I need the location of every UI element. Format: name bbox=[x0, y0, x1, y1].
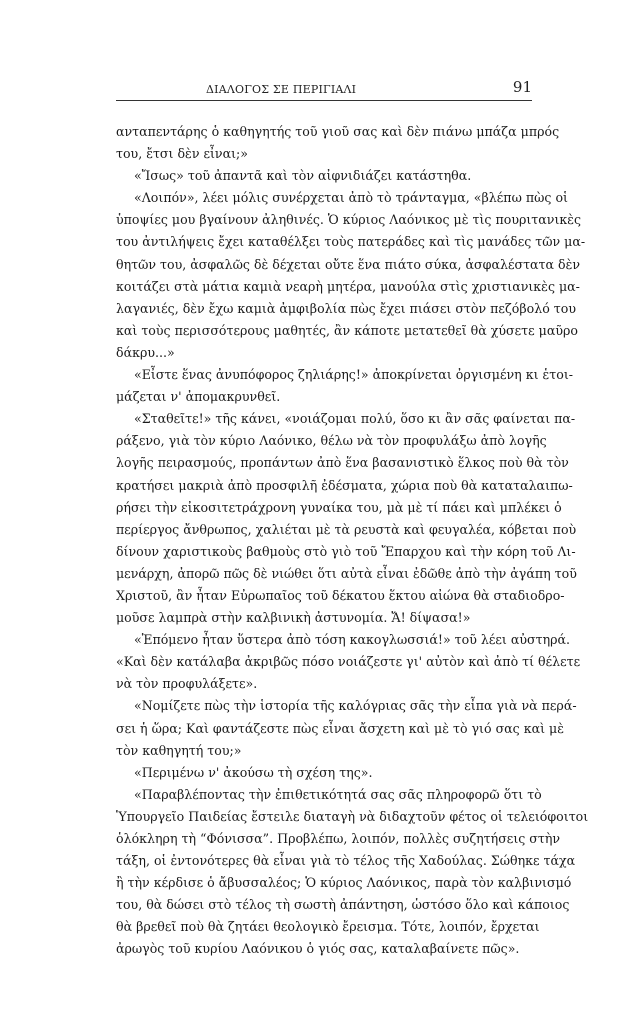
running-head: ΔΙΑΛΟΓΟΣ ΣΕ ΠΕΡΙΓΙΑΛΙ bbox=[206, 83, 357, 96]
text-line: ὑποψίες μου βγαίνουν ἀληθινές. Ὁ κύριος Λαόνικος μὲ τὶς πουριτανικὲς bbox=[116, 212, 582, 228]
header-rule bbox=[116, 100, 532, 101]
text-line: ὁλόκληρη τὴ “Φόνισσα”. Προβλέπω, λοιπόν, πολλὲς συζητήσεις στὴν bbox=[116, 831, 561, 846]
text-line: κοιτάζει στὰ μάτια καμιὰ νεαρὴ μητέρα, μανούλα στὶς χριστιανικὲς μα- bbox=[116, 278, 580, 294]
text-line: του, θὰ δώσει στὸ τέλος τὴ σωστὴ ἀπάντηση, ὡστόσο ὅλο καὶ κάποιος bbox=[116, 897, 570, 913]
text-line: θὰ βρεθεῖ ποὺ θὰ ζητάει θεολογικὸ ἔρεισμα. Τότε, λοιπόν, ἔρχεται bbox=[116, 919, 540, 935]
text-line: μάζεται ν' ἀπομακρυνθεῖ. bbox=[116, 389, 281, 405]
text-line: Ὑπουργεῖο Παιδείας ἔστειλε διαταγὴ νὰ διδαχτοῦν φέτος οἱ τελειόφοιτοι bbox=[116, 808, 589, 824]
text-line: «Περιμένω ν' ἀκούσω τὴ σχέση της». bbox=[134, 764, 373, 780]
text-line: σει ἡ ὥρα; Καὶ φαντάζεστε πὼς εἶναι ἄσχετη καὶ μὲ τὸ γιό σας καὶ μὲ bbox=[116, 720, 565, 736]
text-line: «Νομίζετε πὼς τὴν ἱστορία τῆς καλόγριας σᾶς τὴν εἶπα γιὰ νὰ περά- bbox=[134, 698, 577, 714]
body-text bbox=[116, 121, 589, 961]
text-line: ανταπεντάρης ὁ καθηγητής τοῦ γιοῦ σας καὶ δὲν πιάνω μπάζα μπρός bbox=[116, 124, 560, 139]
text-line: ράξενο, γιὰ τὸν κύριο Λαόνικο, θέλω νὰ τὸν προφυλάξω ἀπὸ λογῆς bbox=[116, 433, 547, 449]
text-line: «Παραβλέποντας τὴν ἐπιθετικότητά σας σᾶς πληροφορῶ ὅτι τὸ bbox=[134, 786, 542, 802]
text-line: «Σταθεῖτε!» τῆς κάνει, «νοιάζομαι πολύ, ὅσο κι ἂν σᾶς φαίνεται πα- bbox=[134, 411, 576, 427]
text-line: λαγανιές, δὲν ἔχω καμιὰ ἀμφιβολία πὼς ἔχει πιάσει στὸν πεζόβολό του bbox=[116, 300, 576, 316]
text-line: «Εἶστε ἕνας ἀνυπόφορος ζηλιάρης!» ἀποκρίνεται ὀργισμένη κι ἑτοι- bbox=[134, 367, 574, 383]
page-number: 91 bbox=[512, 78, 532, 96]
text-line: νὰ τὸν προφυλάξετε». bbox=[116, 676, 258, 692]
text-line: δίνουν χαριστικοὺς βαθμοὺς στὸ γιὸ τοῦ Ἔπαρχου καὶ τὴν κόρη τοῦ Λι- bbox=[116, 543, 576, 559]
text-line: του, ἔτσι δὲν εἶναι;» bbox=[116, 146, 248, 162]
text-line: τάξη, οἱ ἐντονότερες θὰ εἶναι γιὰ τὸ τέλος τῆς Χαδούλας. Σώθηκε τάχα bbox=[116, 853, 576, 869]
text-line: «Λοιπόν», λέει μόλις συνέρχεται ἀπὸ τὸ τράνταγμα, «βλέπω πὼς οἱ bbox=[134, 190, 568, 206]
text-line: μενάρχη, ἀπορῶ πῶς δὲ νιώθει ὅτι αὐτὰ εἶναι ἐδῶθε ἀπὸ τὴν ἀγάπη τοῦ bbox=[116, 565, 577, 581]
text-line: λογῆς πειρασμούς, προπάντων ἀπὸ ἕνα βασανιστικὸ ἕλκος ποὺ θὰ τὸν bbox=[116, 455, 569, 471]
text-line: Χριστοῦ, ἂν ἦταν Εὐρωπαῖος τοῦ δέκατου ἕκτου αἰώνα θὰ σταδιοδρο- bbox=[116, 587, 565, 603]
text-line: «Ἐπόμενο ἦταν ὕστερα ἀπὸ τόση κακογλωσσιά!» τοῦ λέει αὐστηρά. bbox=[134, 632, 571, 648]
text-line: «Καὶ δὲν κατάλαβα ἀκριβῶς πόσο νοιάζεστε γι' αὐτὸν καὶ ἀπὸ τί θέλετε bbox=[116, 654, 581, 670]
text-line: ἢ τὴν κέρδισε ὁ ἄβυσσαλέος; Ὁ κύριος Λαόνικος, παρὰ τὸν καλβινισμό bbox=[116, 875, 572, 891]
text-line: περίεργος ἄνθρωπος, χαλιέται μὲ τὰ ρευστὰ καὶ φευγαλέα, κόβεται ποὺ bbox=[116, 521, 577, 537]
text-line: ρήσει τὴν εἰκοσιτετράχρονη γυναίκα του, μὰ μὲ τί πάει καὶ μπλέκει ὁ bbox=[116, 499, 562, 515]
text-line: «Ἴσως» τοῦ ἀπαντᾶ καὶ τὸν αἰφνιδιάζει κατάστηθα. bbox=[134, 168, 472, 184]
text-line: μοῦσε λαμπρὰ στὴν καλβινικὴ ἀστυνομία. Ἄ! δίψασα!» bbox=[116, 610, 471, 626]
text-line: καὶ τοὺς περισσότερους μαθητές, ἂν κάποτε μετατεθεῖ θὰ χύσετε μαῦρο bbox=[116, 322, 578, 338]
text-line: τὸν καθηγητή του;» bbox=[116, 742, 242, 758]
text-line: θητῶν του, ἀσφαλῶς δὲ δέχεται οὔτε ἕνα πιάτο σύκα, ἀσφαλέστατα δὲν bbox=[116, 256, 581, 272]
text-line: ἀρωγὸς τοῦ κυρίου Λαόνικου ὁ γιός σας, καταλαβαίνετε πῶς». bbox=[116, 941, 520, 957]
text-line: δάκρυ...» bbox=[116, 344, 175, 360]
page-header bbox=[116, 78, 532, 102]
text-line: κρατήσει μακριὰ ἀπὸ προσφιλῆ ἐδέσματα, χώρια ποὺ θὰ καταταλαιπω- bbox=[116, 477, 573, 493]
text-line: του ἀντιλήψεις ἔχει καταθέλξει τοὺς πατεράδες καὶ τὶς μανάδες τῶν μα- bbox=[116, 234, 586, 250]
